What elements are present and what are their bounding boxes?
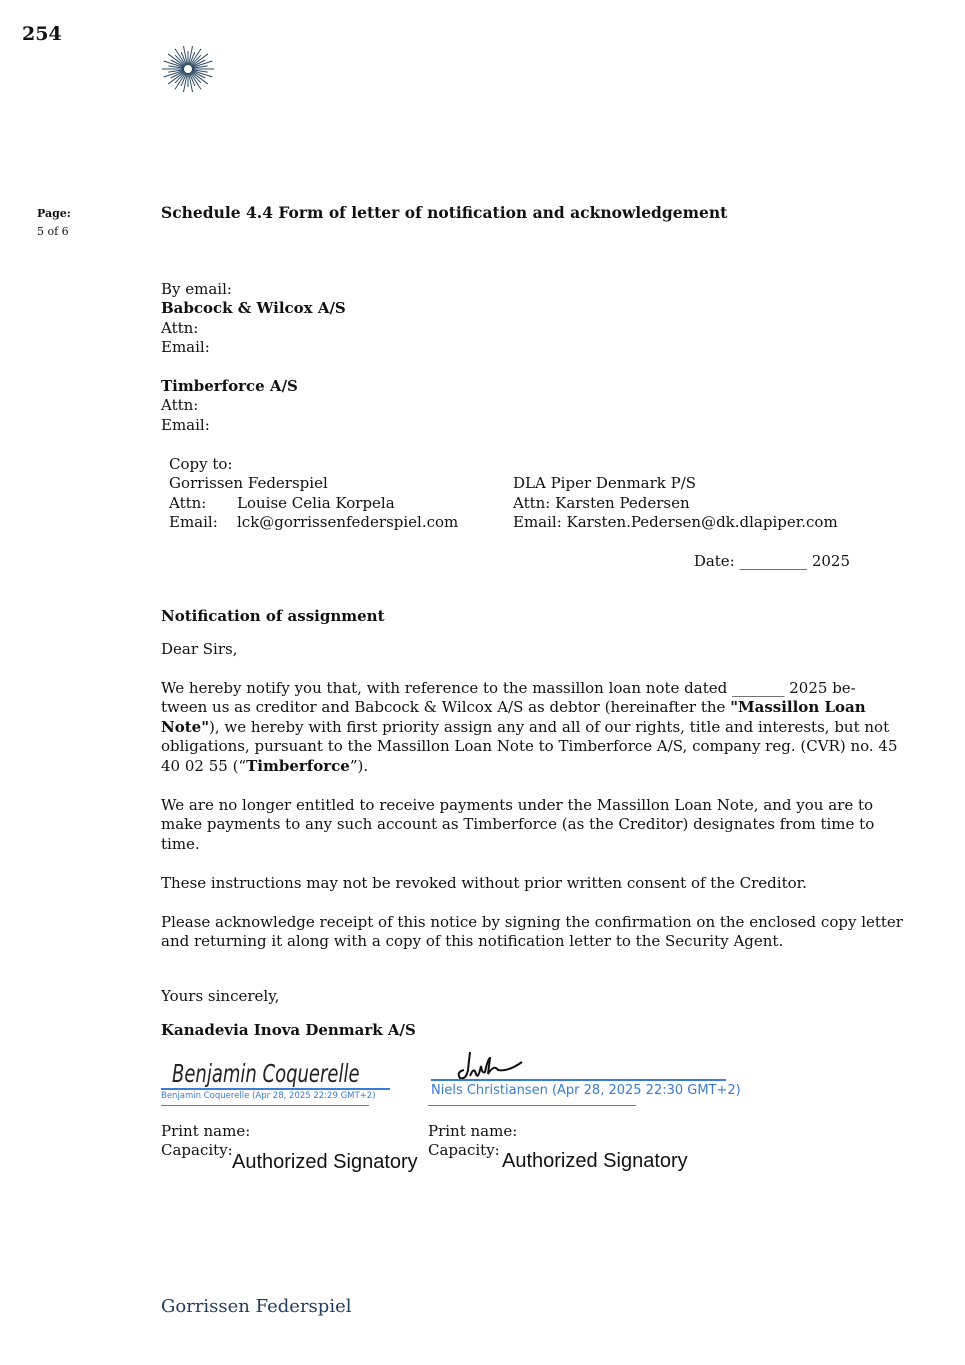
copy-firm: DLA Piper Denmark P/S [513,474,697,492]
recipient-attn: Attn: [161,319,199,337]
recipient-email: Email: [161,416,210,434]
text-line: Please acknowledge receipt of this notice by signing the confirmation on the enclosed copy letter [161,913,903,931]
recipient-name: Timberforce A/S [161,377,298,395]
signature-line [161,1088,390,1090]
recipient-email: Email: [161,338,210,356]
section-heading: Notification of assignment [161,607,385,625]
text-line: These instructions may not be revoked without prior written consent of the Creditor. [161,874,807,892]
copy-attn: Louise Celia Korpela [237,494,395,512]
copy-email[interactable]: Email: Karsten.Pedersen@dk.dlapiper.com [513,513,838,531]
closing: Yours sincerely, [161,987,280,1005]
copy-firm: Gorrissen Federspiel [169,474,328,492]
text-line: tween us as creditor and Babcock & Wilcox A/S as debtor (hereinafter the "Massillon Loan [161,698,866,716]
sunburst-logo-icon [158,44,218,94]
copy-attn: Attn: Karsten Pedersen [513,494,690,512]
signature-line [431,1079,726,1081]
recipient-attn: Attn: [161,396,199,414]
text-line: and returning it along with a copy of this notification letter to the Security Agent. [161,932,784,950]
company-name: Kanadevia Inova Denmark A/S [161,1021,416,1039]
text-line: obligations, pursuant to the Massillon Loan Note to Timberforce A/S, company reg. (CVR) no. 45 [161,737,898,755]
by-email-label: By email: [161,280,232,298]
page-value: 5 of 6 [37,225,69,238]
capacity-value: Authorized Signatory [232,1151,418,1173]
divider [428,1105,636,1106]
copy-email[interactable]: lck@gorrissenfederspiel.com [237,513,459,531]
recipient-name: Babcock & Wilcox A/S [161,299,346,317]
text-line: make payments to any such account as Timberforce (as the Creditor) designates from time to [161,815,875,833]
date-line: Date: _________ 2025 [693,552,850,570]
print-name-label: Print name: [428,1122,518,1140]
page-title: Schedule 4.4 Form of letter of notification and acknowledgement [161,203,728,222]
capacity-label: Capacity: [428,1141,500,1159]
print-name-label: Print name: [161,1122,251,1140]
text-line: time. [161,835,200,853]
signature-stamp: Benjamin Coquerelle (Apr 28, 2025 22:29 GMT+2) [161,1091,376,1101]
handwritten-signature: Benjamin Coquerelle [172,1059,360,1088]
divider [161,1105,369,1106]
handwritten-signature [452,1048,532,1082]
text-line: Note"), we hereby with first priority assign any and all of our rights, title and interests, but not [161,718,890,736]
page-label: Page: [37,207,71,220]
footer-logo-text: Gorrissen Federspiel [161,1296,352,1317]
copy-email-label: Email: [169,513,218,531]
text-line: We hereby notify you that, with reference to the massillon loan note dated _______ 2025 be- [161,679,856,697]
text-line: We are no longer entitled to receive payments under the Massillon Loan Note, and you are to [161,796,874,814]
page-stamp: 254 [22,23,62,45]
signature-stamp: Niels Christiansen (Apr 28, 2025 22:30 GMT+2) [431,1083,741,1098]
copy-attn-label: Attn: [169,494,207,512]
text-line: 40 02 55 (“Timberforce”). [161,757,369,775]
capacity-label: Capacity: [161,1141,233,1159]
capacity-value: Authorized Signatory [502,1150,688,1172]
salutation: Dear Sirs, [161,640,238,658]
copy-to-label: Copy to: [169,455,233,473]
